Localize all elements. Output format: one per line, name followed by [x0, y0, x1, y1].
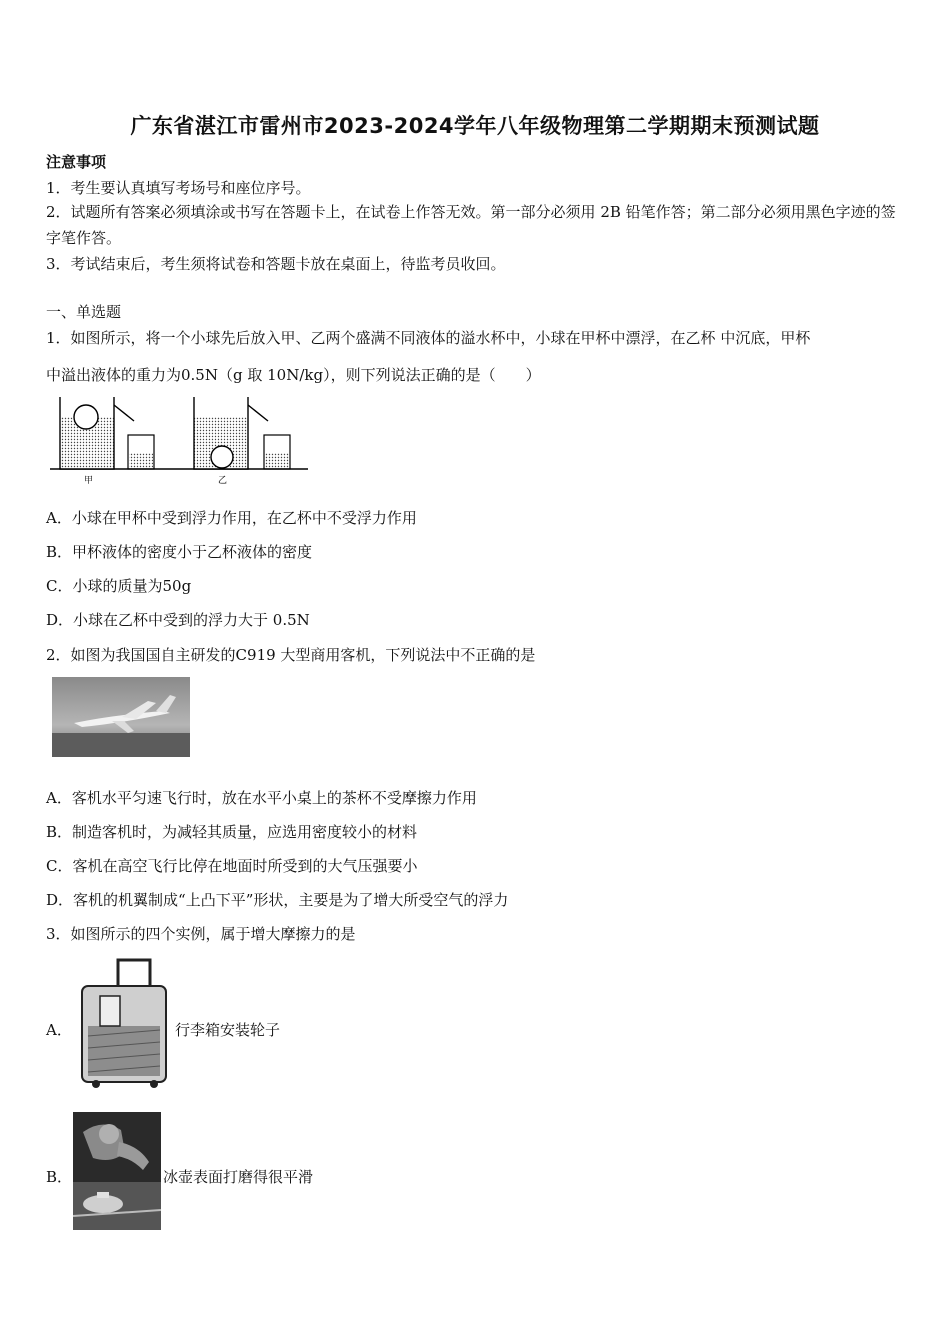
notice-item-3: 3．考试结束后，考生须将试卷和答题卡放在桌面上，待监考员收回。 — [46, 255, 506, 273]
q2-option-a: A．客机水平匀速飞行时，放在水平小桌上的茶杯不受摩擦力作用 — [46, 789, 477, 807]
q2-stem: 2．如图为我国国自主研发的C919 大型商用客机，下列说法中不正确的是 — [46, 646, 536, 664]
q3-option-a-letter: A． — [46, 1021, 72, 1039]
q3-option-b-letter: B． — [46, 1168, 73, 1186]
cup-jia — [60, 397, 154, 469]
q2-option-c: C．客机在高空飞行比停在地面时所受到的大气压强要小 — [46, 857, 418, 875]
c919-plane-photo — [52, 677, 190, 757]
q1-option-d: D．小球在乙杯中受到的浮力大于 0.5N — [46, 611, 310, 629]
suitcase-photo — [78, 956, 170, 1090]
section-heading: 一、单选题 — [46, 303, 122, 321]
notice-item-2: 2．试题所有答案必须填涂或书写在答题卡上，在试卷上作答无效。第一部分必须用 2B 铅笔作答；第二部分必须用黑色字迹的签字笔作答。 — [46, 203, 896, 247]
label-jia: 甲 — [84, 476, 94, 485]
q3-option-a-text: 行李箱安装轮子 — [175, 1021, 281, 1039]
cup-yi — [194, 397, 290, 469]
q3-stem: 3．如图所示的四个实例，属于增大摩擦力的是 — [46, 925, 356, 943]
q3-option-b-text: 冰壶表面打磨得很平滑 — [163, 1168, 314, 1186]
q1-option-a: A．小球在甲杯中受到浮力作用，在乙杯中不受浮力作用 — [46, 509, 417, 527]
q1-stem-line1: 1．如图所示，将一个小球先后放入甲、乙两个盛满不同液体的溢水杯中，小球在甲杯中漂浮，在乙杯 中沉底，甲杯 — [46, 329, 811, 347]
q1-option-b: B．甲杯液体的密度小于乙杯液体的密度 — [46, 543, 313, 561]
notice-item-1: 1．考生要认真填写考场号和座位序号。 — [46, 179, 311, 197]
q1-option-c: C．小球的质量为50g — [46, 577, 192, 595]
q1-stem-line2: 中溢出液体的重力为0.5N（g 取 10N/kg），则下列说法正确的是（ ） — [46, 366, 541, 384]
q1-overflow-cups-figure — [46, 393, 308, 485]
curling-photo — [73, 1112, 161, 1230]
label-yi: 乙 — [218, 476, 228, 485]
page-title: 广东省湛江市雷州市2023-2024学年八年级物理第二学期期末预测试题 — [130, 114, 820, 138]
q2-option-d: D．客机的机翼制成“上凸下平”形状，主要是为了增大所受空气的浮力 — [46, 891, 509, 909]
notice-heading: 注意事项 — [46, 153, 107, 171]
q2-option-b: B．制造客机时，为减轻其质量，应选用密度较小的材料 — [46, 823, 418, 841]
